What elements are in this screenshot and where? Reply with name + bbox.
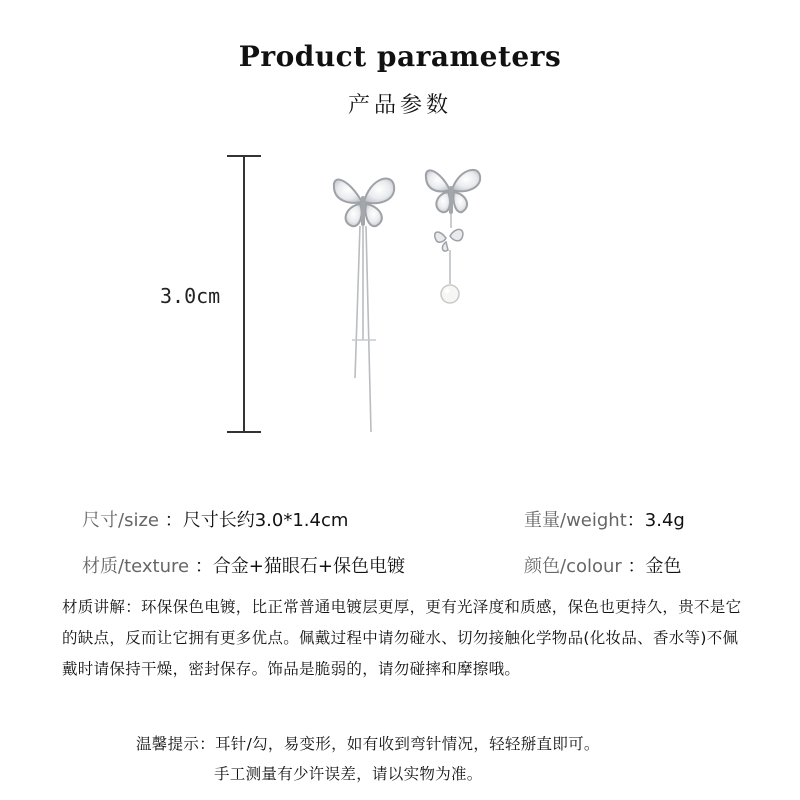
page-title: Product parameters [238, 40, 562, 73]
param-texture [82, 552, 405, 578]
colour-value: 金色 [645, 556, 682, 577]
weight-key: 重量/weight [524, 510, 627, 531]
ruler-bottom-cap [227, 431, 261, 433]
colour-key: 颜色/colour [524, 556, 622, 577]
page-subtitle: 产品参数 [347, 93, 452, 118]
size-value: 尺寸长约3.0*1.4cm [182, 510, 349, 531]
texture-separator: ： [194, 556, 213, 577]
weight-separator: ： [626, 510, 645, 531]
warm-tip: 温馨提示：耳针/勾，易变形，如有收到弯针情况，轻轻掰直即可。 [136, 735, 600, 753]
weight-value: 3.4g [644, 510, 685, 531]
texture-value: 合金+猫眼石+保色电镀 [212, 556, 405, 577]
dimension-ruler [227, 155, 263, 435]
texture-key: 材质/texture [82, 556, 190, 577]
measurement-note: 手工测量有少许误差，请以实物为准。 [214, 765, 483, 783]
earrings-product-image [320, 150, 490, 440]
param-colour [524, 552, 682, 578]
right-butterfly-icon [426, 170, 480, 214]
small-butterfly-icon [435, 229, 463, 251]
colour-separator: ： [627, 556, 646, 577]
pearl-icon [441, 285, 459, 303]
left-tassel-chains [352, 226, 376, 432]
ruler-bar [243, 155, 245, 433]
param-size [82, 506, 348, 532]
size-separator: ： [164, 510, 183, 531]
left-butterfly-icon [334, 179, 394, 227]
material-description: 材质讲解：环保保色电镀，比正常普通电镀层更厚，更有光泽度和质感，保色也更持久，贵不是它的缺点，反而让它拥有更多优点。佩戴过程中请勿碰水、切勿接触化学物品(化妆品、香水等)不佩戴时请保持干燥，密封保存。饰品是脆弱的，请勿碰摔和摩擦哦。 [62, 598, 742, 678]
param-weight [524, 506, 685, 532]
dimension-label: 3.0cm [160, 284, 221, 308]
size-key: 尺寸/size [82, 510, 159, 531]
